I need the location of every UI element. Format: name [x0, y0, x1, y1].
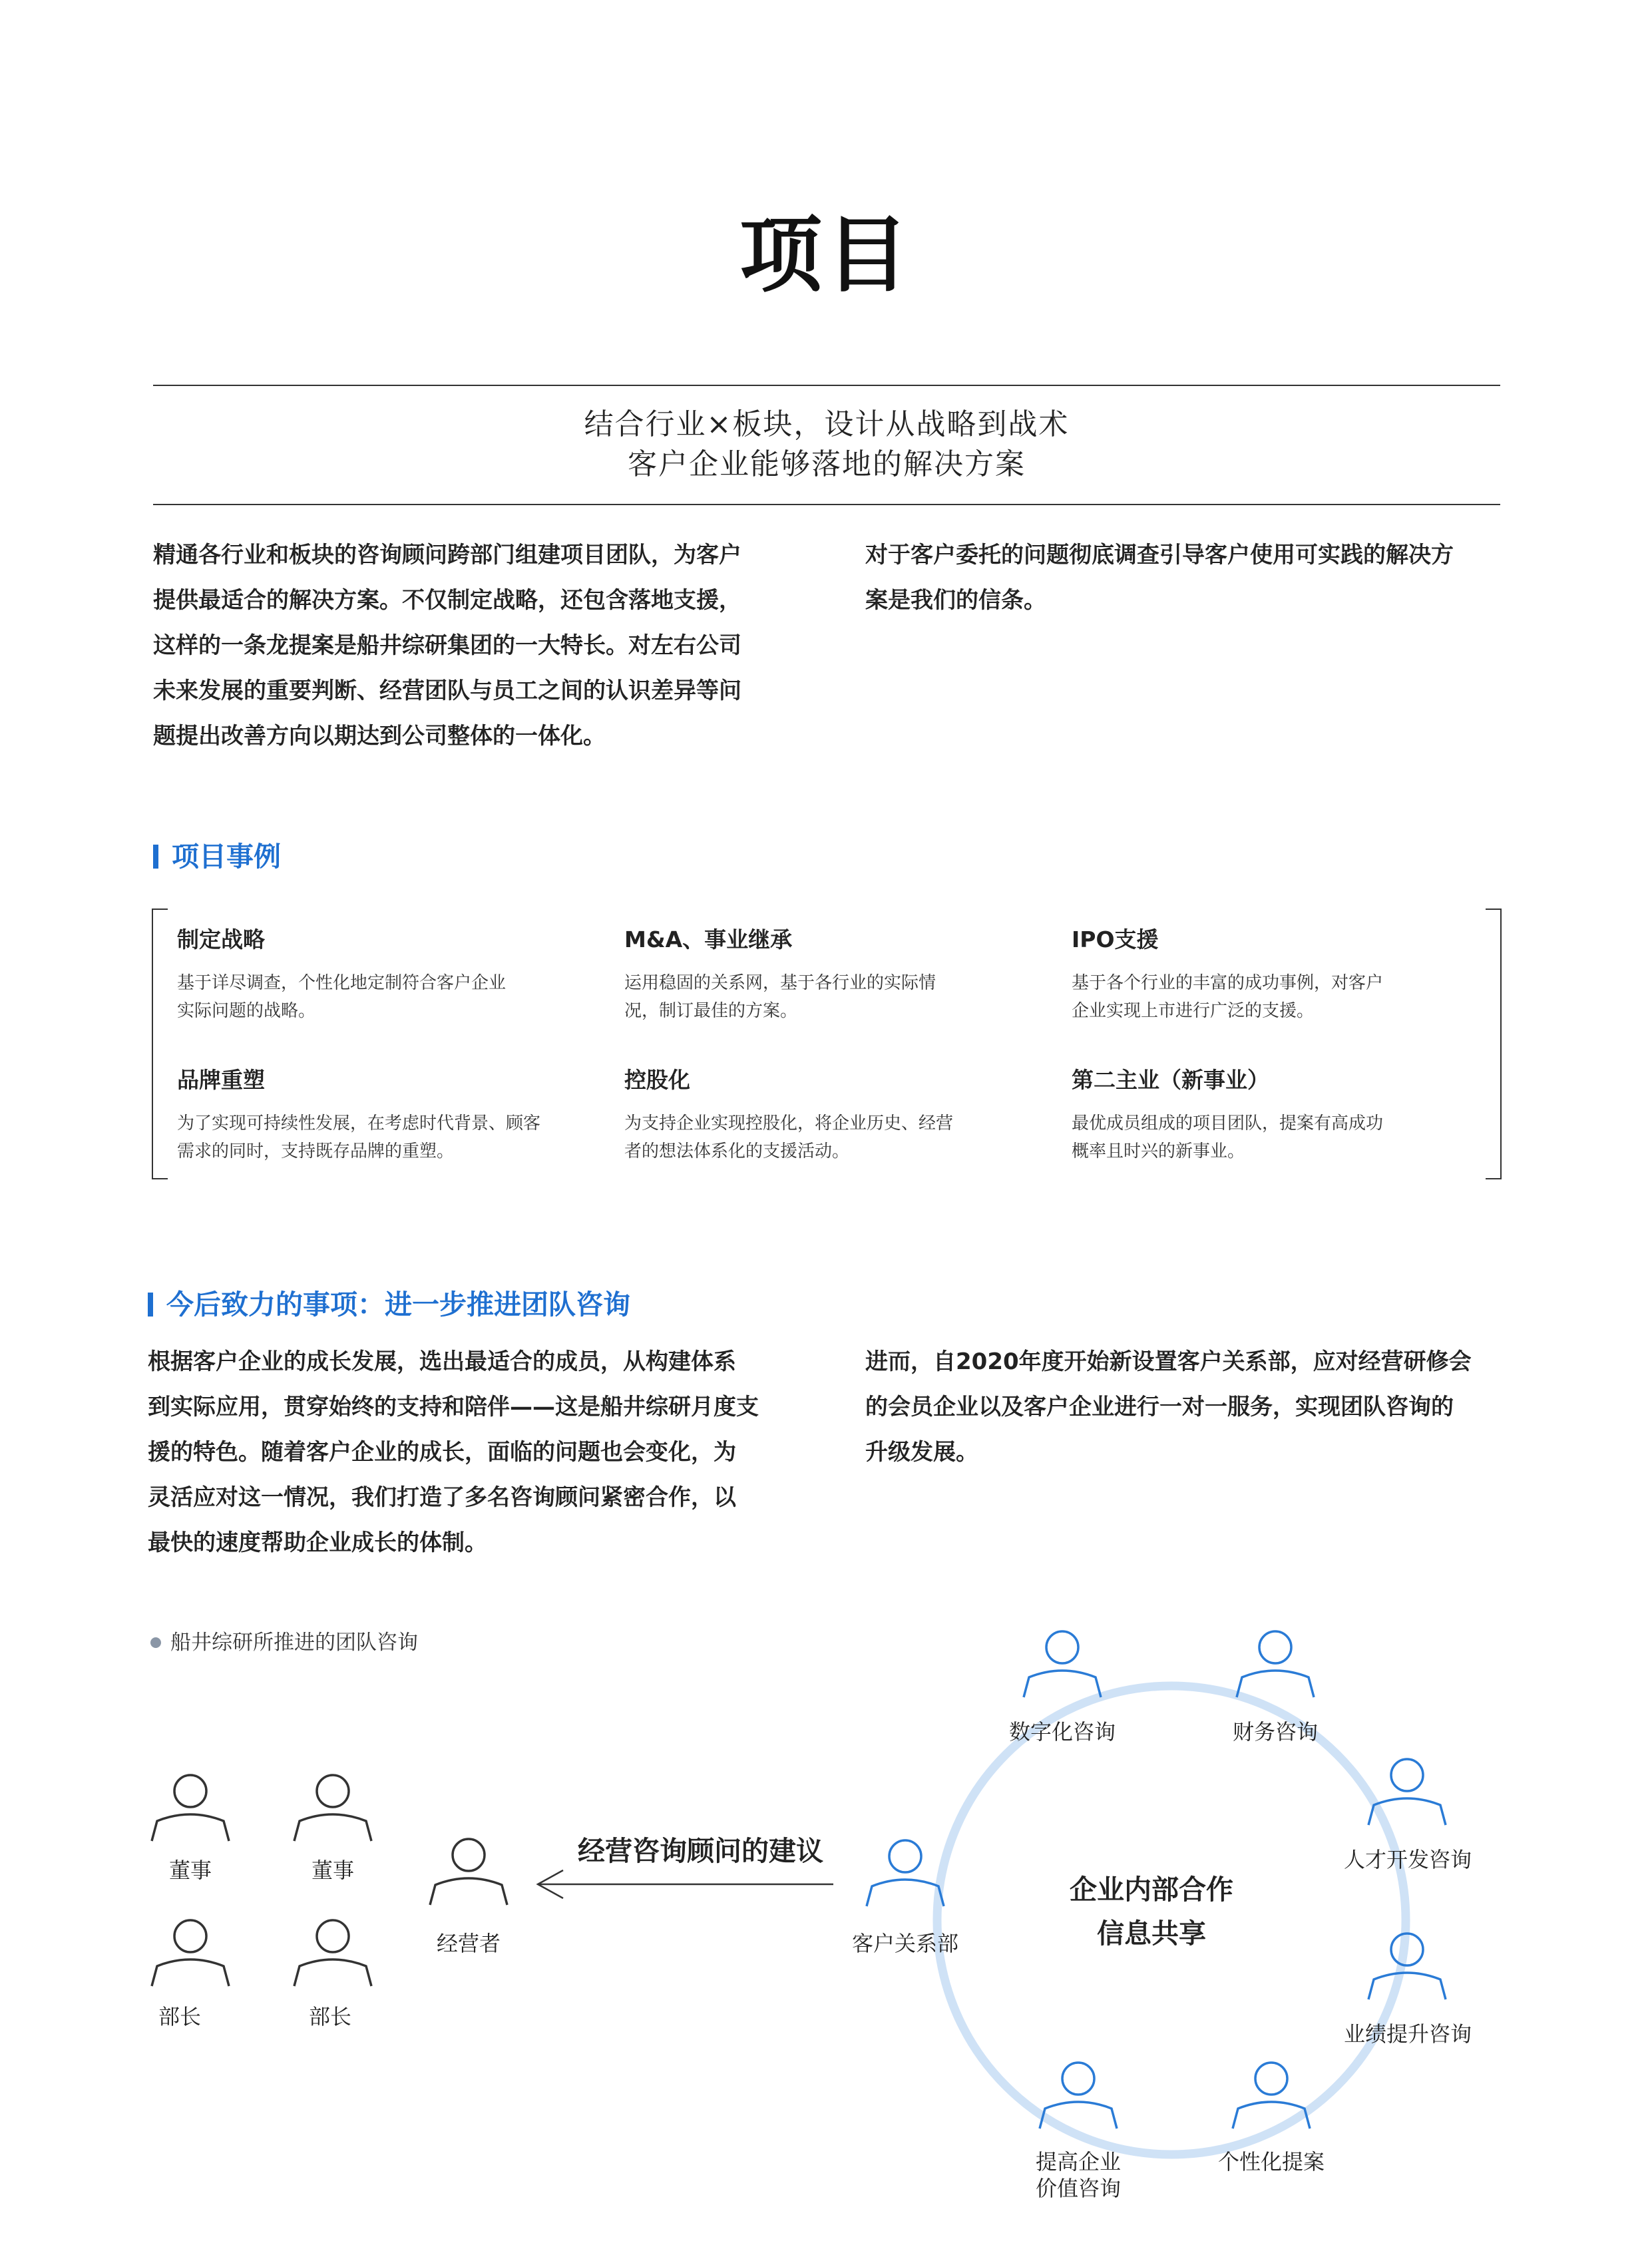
case-desc-line: 者的想法体系化的支援活动。	[624, 1141, 850, 1161]
role-label: 董事	[168, 1858, 212, 1883]
cases-heading	[153, 840, 281, 873]
future-right-line: 的会员企业以及客户企业进行一对一服务，实现团队咨询的	[865, 1394, 1454, 1420]
advice-arrow	[532, 1868, 839, 1901]
member-label: 个性化提案	[1217, 2149, 1325, 2174]
person-icon	[1233, 1628, 1318, 1700]
heading-bar	[148, 1293, 153, 1317]
member-label: 人才开发咨询	[1343, 1847, 1472, 1872]
subtitle	[153, 405, 1500, 485]
case-desc-line: 基于各个行业的丰富的成功事例，对客户	[1072, 973, 1384, 993]
future-left-line: 援的特色。随着客户企业的成长，面临的问题也会变化，为	[148, 1439, 736, 1466]
case-desc	[624, 1110, 1050, 1165]
case-desc-line: 运用稳固的关系网，基于各行业的实际情	[624, 973, 936, 993]
heading-bar	[153, 845, 158, 869]
intro-left-line: 精通各行业和板块的咨询顾问跨部门组建项目团队，为客户	[153, 542, 741, 568]
diagram-caption: 船井综研所推进的团队咨询	[170, 1631, 418, 1655]
person-icon	[148, 1772, 233, 1844]
case-desc-line: 况，制订最佳的方案。	[624, 1001, 798, 1021]
divider-bottom	[153, 504, 1500, 505]
case-desc-line: 基于详尽调查，个性化地定制符合客户企业	[177, 973, 507, 993]
case-desc	[177, 969, 603, 1025]
person-icon	[426, 1836, 511, 1908]
intro-left-line: 提供最适合的解决方案。不仅制定战略，还包含落地支援，	[153, 587, 741, 614]
case-item	[177, 1067, 603, 1165]
subtitle-line-1: 结合行业×板块，设计从战略到战术	[584, 407, 1070, 441]
case-title: IPO支援	[1072, 926, 1159, 952]
case-desc-line: 为支持企业实现控股化，将企业历史、经营	[624, 1114, 954, 1133]
future-left-line: 到实际应用，贯穿始终的支持和陪伴——这是船井综研月度支	[148, 1394, 759, 1420]
bracket-right	[1486, 909, 1502, 1179]
role-label: 部长	[158, 2004, 201, 2029]
future-heading	[148, 1288, 630, 1321]
intro-left	[153, 532, 805, 759]
person-icon	[1020, 1628, 1105, 1700]
center-line: 企业内部合作	[1070, 1874, 1233, 1906]
bracket-left	[152, 909, 168, 1179]
intro-right	[865, 532, 1504, 623]
center-label	[1018, 1868, 1285, 1955]
future-heading-text: 今后致力的事项：进一步推进团队咨询	[166, 1289, 630, 1321]
case-title: 品牌重塑	[177, 1067, 265, 1093]
future-left-line: 根据客户企业的成长发展，选出最适合的成员，从构建体系	[148, 1348, 736, 1375]
person-icon	[1036, 2059, 1121, 2131]
page-title: 项目	[739, 208, 913, 304]
person-icon	[290, 1772, 375, 1844]
case-item	[177, 926, 603, 1025]
intro-left-line: 未来发展的重要判断、经营团队与员工之间的认识差异等问	[153, 678, 741, 704]
person-icon	[1364, 1756, 1450, 1828]
person-icon	[290, 1917, 375, 1989]
person-icon	[863, 1837, 948, 1909]
future-left	[148, 1339, 813, 1565]
arrow-label: 经营咨询顾问的建议	[578, 1835, 823, 1867]
case-desc	[1072, 969, 1471, 1025]
subtitle-line-2: 客户企业能够落地的解决方案	[628, 447, 1026, 481]
role-label: 董事	[311, 1858, 354, 1883]
case-item	[624, 1067, 1050, 1165]
case-desc-line: 概率且时兴的新事业。	[1072, 1141, 1245, 1161]
future-right-line: 进而，自2020年度开始新设置客户关系部，应对经营研修会	[865, 1348, 1472, 1375]
person-icon	[148, 1917, 233, 1989]
case-title: 第二主业（新事业）	[1072, 1067, 1269, 1093]
intro-right-line: 案是我们的信条。	[865, 587, 1046, 614]
member-label-line: 提高企业	[1035, 2149, 1121, 2174]
member-label-line: 价值咨询	[1035, 2176, 1121, 2201]
manager-label: 经营者	[436, 1931, 501, 1956]
divider-top	[153, 385, 1500, 386]
intro-left-line: 题提出改善方向以期达到公司整体的一体化。	[153, 723, 606, 749]
case-title: M&A、事业继承	[624, 926, 793, 952]
cases-heading-text: 项目事例	[172, 841, 281, 873]
intro-right-line: 对于客户委托的问题彻底调查引导客户使用可实践的解决方	[865, 542, 1454, 568]
member-label	[1018, 2148, 1138, 2202]
role-label: 部长	[308, 2004, 351, 2029]
future-right	[865, 1339, 1504, 1475]
person-icon	[1229, 2059, 1314, 2131]
future-left-line: 灵活应对这一情况，我们打造了多名咨询顾问紧密合作，以	[148, 1484, 736, 1511]
case-desc	[177, 1110, 603, 1165]
member-label: 财务咨询	[1232, 1719, 1318, 1744]
center-line: 信息共享	[1097, 1918, 1206, 1949]
case-desc-line: 企业实现上市进行广泛的支援。	[1072, 1001, 1315, 1021]
case-title: 控股化	[624, 1067, 690, 1093]
case-item	[1072, 1067, 1471, 1165]
caption-dot	[150, 1637, 161, 1648]
intro-left-line: 这样的一条龙提案是船井综研集团的一大特长。对左右公司	[153, 632, 741, 659]
member-label: 数字化咨询	[1008, 1719, 1116, 1744]
case-desc-line: 为了实现可持续性发展，在考虑时代背景、顾客	[177, 1114, 541, 1133]
case-desc-line: 需求的同时，支持既存品牌的重塑。	[177, 1141, 455, 1161]
case-item	[1072, 926, 1471, 1025]
member-label: 客户关系部	[851, 1931, 958, 1956]
member-label: 业绩提升咨询	[1343, 2021, 1472, 2047]
case-desc	[624, 969, 1050, 1025]
case-desc-line: 最优成员组成的项目团队，提案有高成功	[1072, 1114, 1384, 1133]
case-item	[624, 926, 1050, 1025]
future-left-line: 最快的速度帮助企业成长的体制。	[148, 1529, 487, 1556]
case-desc-line: 实际问题的战略。	[177, 1001, 316, 1021]
future-right-line: 升级发展。	[865, 1439, 978, 1466]
case-desc	[1072, 1110, 1471, 1165]
case-title: 制定战略	[177, 926, 265, 952]
person-icon	[1364, 1930, 1450, 2002]
